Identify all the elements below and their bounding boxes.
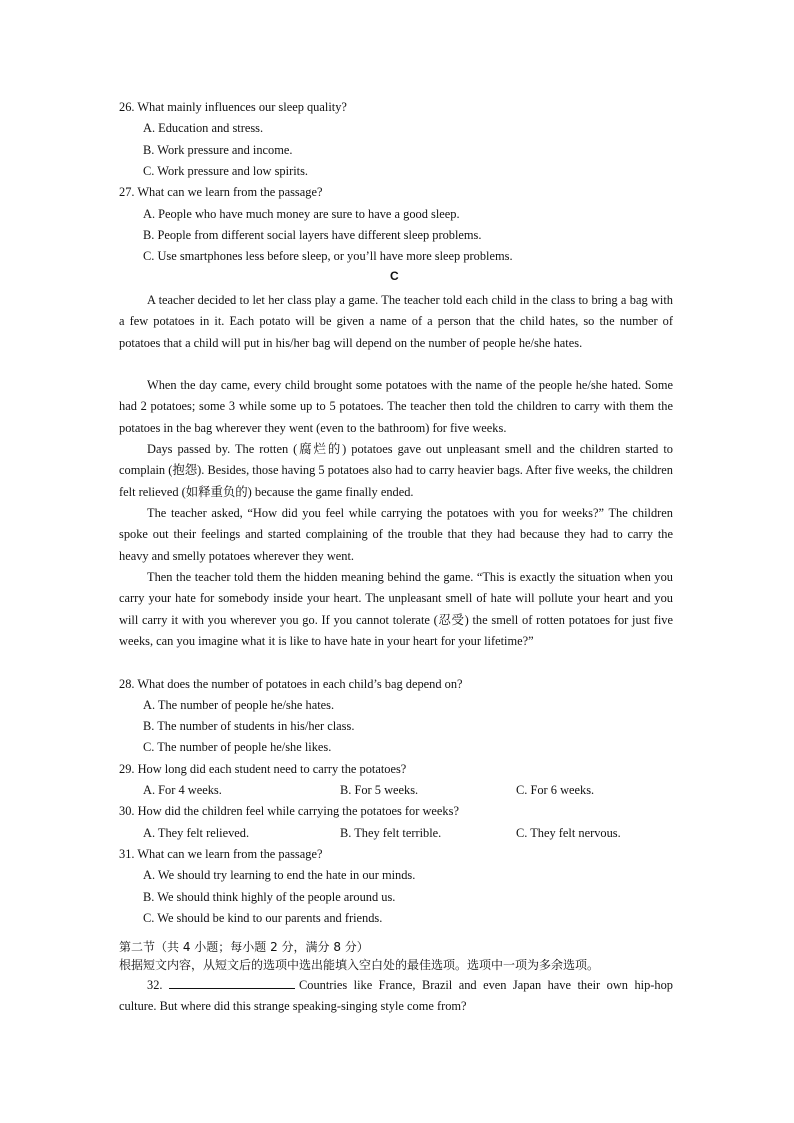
question-30-option-b: B. They felt terrible. — [340, 826, 442, 840]
question-30-stem: 30. How did the children feel while carrying the potatoes for weeks? — [119, 804, 459, 818]
passage-paragraph-3: Days passed by. The rotten (腐烂的) potatoes gave out unpleasant smell and the children started to complain (抱怨). Besides, those having 5 potatoes also had to carry heavier bags. After five weeks, the children felt relieved (如释重负的) because the game finally ended. — [119, 442, 673, 499]
question-27-option-b: B. People from different social layers have different sleep problems. — [143, 228, 482, 242]
passage-paragraph-4: The teacher asked, “How did you feel while carrying the potatoes with you for weeks?” The children spoke out their feelings and started complaining of the trouble that they had because they had to carry the heavy and smelly potatoes wherever they went. — [119, 506, 673, 563]
question-26-stem: 26. What mainly influences our sleep quality? — [119, 100, 347, 114]
question-31-option-a: A. We should try learning to end the hate in our minds. — [143, 868, 416, 882]
question-29-option-a: A. For 4 weeks. — [143, 783, 222, 797]
question-27-option-c: C. Use smartphones less before sleep, or you’ll have more sleep problems. — [143, 249, 513, 263]
question-26-option-b: B. Work pressure and income. — [143, 143, 293, 157]
question-31-option-c: C. We should be kind to our parents and friends. — [143, 911, 383, 925]
passage-paragraph-5: Then the teacher told them the hidden meaning behind the game. “This is exactly the situation when you carry your hate for somebody inside your heart. The unpleasant smell of hate will pollute your heart and you will carry it with you wherever you go. If you cannot tolerate (忍受) the smell of rotten potatoes for just five weeks, can you imagine what it is like to have hate in your heart for your lifetime?” — [119, 570, 673, 648]
question-30-option-a: A. They felt relieved. — [143, 826, 250, 840]
question-31-option-b: B. We should think highly of the people around us. — [143, 890, 396, 904]
question-32-number: 32. — [147, 978, 163, 992]
question-29-option-b: B. For 5 weeks. — [340, 783, 419, 797]
question-28-option-c: C. The number of people he/she likes. — [143, 740, 332, 754]
question-27-option-a: A. People who have much money are sure to have a good sleep. — [143, 207, 460, 221]
question-30-option-c: C. They felt nervous. — [516, 826, 621, 840]
question-28-stem: 28. What does the number of potatoes in each child’s bag depend on? — [119, 677, 463, 691]
section-2-heading: 第二节（共 4 小题；每小题 2 分，满分 8 分） — [119, 940, 369, 954]
question-28-option-a: A. The number of people he/she hates. — [143, 698, 335, 712]
question-32-paragraph — [119, 975, 673, 1018]
question-29-stem: 29. How long did each student need to carry the potatoes? — [119, 762, 407, 776]
question-26-option-c: C. Work pressure and low spirits. — [143, 164, 308, 178]
question-31-stem: 31. What can we learn from the passage? — [119, 847, 323, 861]
passage-paragraph-2: When the day came, every child brought some potatoes with the name of the people he/she hated. Some had 2 potatoes; some 3 while some up to 5 potatoes. The teacher then told the children to carry with them the potatoes in the bag wherever they went (even to the bathroom) for five weeks. — [119, 378, 673, 435]
answer-blank-32[interactable] — [169, 976, 295, 989]
question-26-option-a: A. Education and stress. — [143, 121, 264, 135]
question-29-option-c: C. For 6 weeks. — [516, 783, 595, 797]
passage-paragraph-1: A teacher decided to let her class play a game. The teacher told each child in the class to bring a bag with a few potatoes in it. Each potato will be given a name of a person that the child hates, so the number of potatoes that a child will put in his/her bag will depend on the number of people he/she hates. — [119, 293, 673, 350]
question-32-text: Countries like France, Brazil and even Japan have their own hip-hop culture. But where did this strange speaking-singing style come from? — [119, 978, 674, 1014]
passage-title: C — [390, 269, 399, 283]
section-2-instruction: 根据短文内容，从短文后的选项中选出能填入空白处的最佳选项。选项中一项为多余选项。 — [119, 958, 600, 972]
question-28-option-b: B. The number of students in his/her class. — [143, 719, 355, 733]
question-27-stem: 27. What can we learn from the passage? — [119, 185, 323, 199]
